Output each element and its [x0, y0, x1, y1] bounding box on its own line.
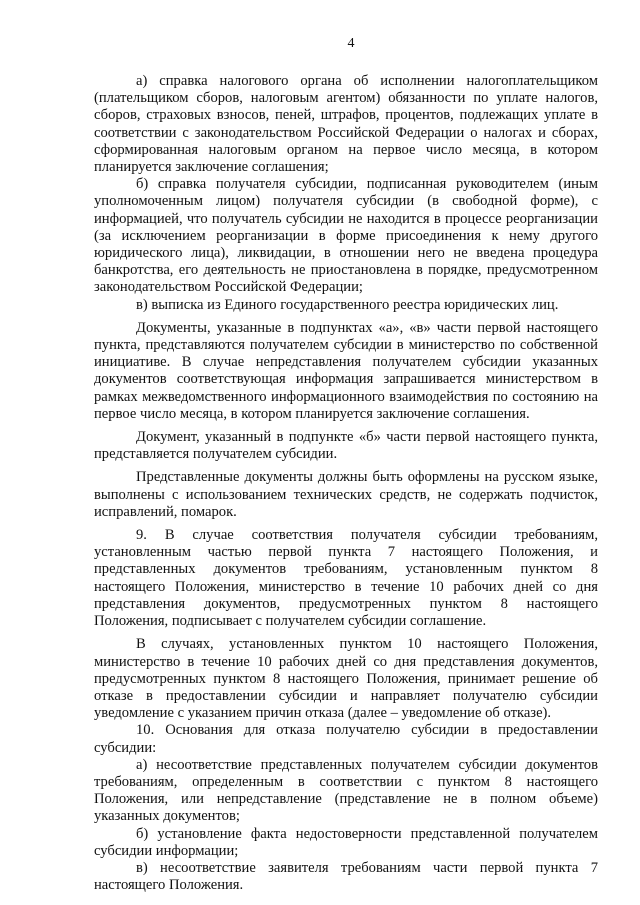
paragraph-10a: а) несоответствие представленных получателем субсидии документов требованиям, определенным в соответствии с пунктом 8 настоящего Положения, или непредставление (представление не в полном объеме) указанных документов;: [94, 756, 598, 825]
paragraph-10b: б) установление факта недостоверности представленной получателем субсидии информации;: [94, 825, 598, 859]
paragraph-documents-initiative: Документы, указанные в подпунктах «а», «в» части первой настоящего пункта, представляются получателем субсидии в министерство по собственной инициативе. В случае непредставления получателем субсидии указанных документов соответствующая информация запрашивается министерством в рамках межведомственного информационного взаимодействия по состоянию на первое число месяца, в котором планируется заключение соглашения.: [94, 319, 598, 422]
paragraph-c-registry-extract: в) выписка из Единого государственного реестра юридических лиц.: [136, 296, 559, 313]
page-number: 4: [347, 36, 355, 51]
paragraph-document-requirements: Представленные документы должны быть оформлены на русском языке, выполнены с использованием технических средств, не содержать подчисток, исправлений, помарок.: [94, 469, 598, 520]
paragraph-document-b: Документ, указанный в подпункте «б» части первой настоящего пункта, представляется получателем субсидии.: [94, 429, 598, 463]
paragraph-10c: в) несоответствие заявителя требованиям части первой пункта 7 настоящего Положения.: [94, 859, 598, 894]
paragraph-refusal-cases: В случаях, установленных пунктом 10 настоящего Положения, министерство в течение 10 рабочих дней со дня представления документов, предусмотренных пунктом 8 настоящего Положения, принимает решение об отказе в предоставлении субсидии и направляет получателю субсидии уведомление с указанием причин отказа (далее – уведомление об отказе).: [94, 636, 598, 722]
paragraph-clause-10: 10. Основания для отказа получателю субсидии в предоставлении субсидии:: [94, 722, 598, 756]
paragraph-a-tax-certificate: а) справка налогового органа об исполнении налогоплательщиком (плательщиком сборов, налоговым агентом) обязанности по уплате налогов, сборов, страховых взносов, пеней, штрафов, процентов, подлежащих уплате в соответствии с законодательством Российской Федерации о налогах и сборах, сформированная налоговым органом на первое число месяца, в котором планируется заключение соглашения;: [94, 73, 598, 176]
paragraph-b-recipient-certificate: б) справка получателя субсидии, подписанная руководителем (иным уполномоченным лицом) получателя субсидии (в свободной форме), с информацией, что получатель субсидии не находится в процессе реорганизации (за исключением реорганизации в форме присоединения к нему другого юридического лица), ликвидации, в отношении него не введена процедура банкротства, его деятельность не приостановлена в порядке, предусмотренном законодательством Российской Федерации;: [94, 176, 598, 296]
paragraph-clause-9: 9. В случае соответствия получателя субсидии требованиям, установленным частью первой пункта 7 настоящего Положения, и представленных документов требованиям, установленным пунктом 8 настоящего Положения, министерство в течение 10 рабочих дней со дня представления документов, предусмотренных пунктом 8 настоящего Положения, подписывает с получателем субсидии соглашение.: [94, 527, 598, 630]
